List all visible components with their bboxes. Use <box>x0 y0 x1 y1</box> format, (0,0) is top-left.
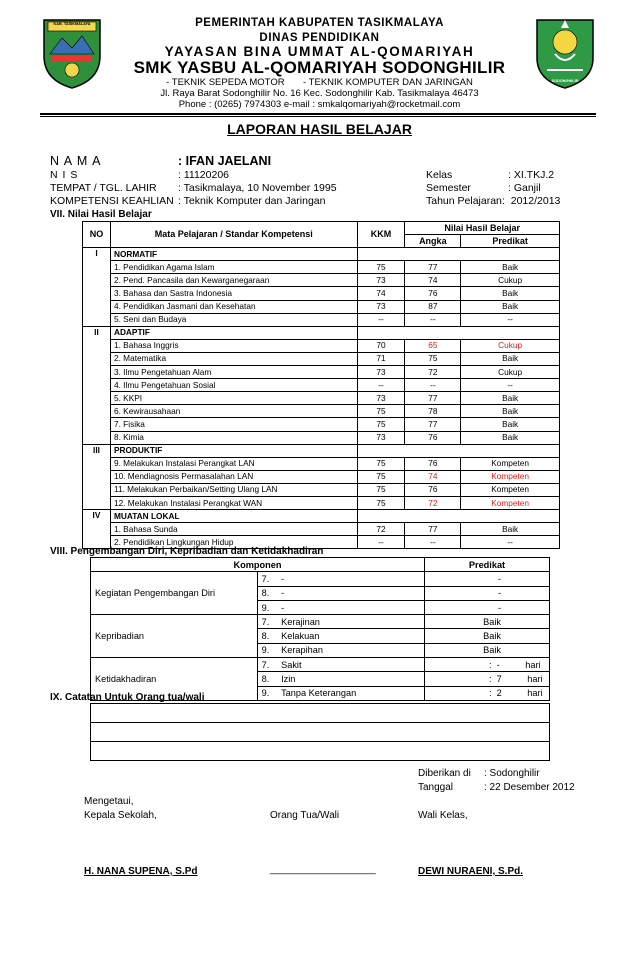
subject-cell: 5. Seni dan Budaya <box>110 313 357 326</box>
subject-cell: 9. Melakukan Instalasi Perangkat LAN <box>110 457 357 470</box>
keahlian-value: : Teknik Komputer dan Jaringan <box>178 195 326 207</box>
notes-line <box>91 704 550 723</box>
angka-cell: 76 <box>405 483 461 496</box>
group-number: III <box>83 444 111 509</box>
subject-cell: 1. Bahasa Inggris <box>110 339 357 352</box>
subject-cell: 2. Matematika <box>110 352 357 365</box>
letterhead-department: DINAS PENDIDIKAN <box>259 32 380 44</box>
kkm-cell: 75 <box>357 496 405 509</box>
name-value: : IFAN JAELANI <box>178 154 272 168</box>
table-row <box>83 405 560 418</box>
predikat-cell: Baik <box>461 405 560 418</box>
dev-group-label: Kepribadian <box>91 615 258 658</box>
tanggal-value: : 22 Desember 2012 <box>484 782 575 793</box>
angka-cell: 76 <box>405 457 461 470</box>
table-row <box>83 287 560 300</box>
table-row <box>83 483 560 496</box>
letterhead-rule-thin <box>40 116 596 117</box>
section-8-heading: VIII. Pengembangan Diri, Kepribadian dan Ketidakhadiran <box>50 546 324 557</box>
dev-item-predikat: Baik <box>425 615 550 629</box>
dev-item-name: Sakit <box>277 658 424 672</box>
kkm-cell: 73 <box>357 274 405 287</box>
angka-cell: 72 <box>405 496 461 509</box>
kkm-cell: 73 <box>357 300 405 313</box>
dev-item-name: - <box>277 572 424 586</box>
tanggal-label: Tanggal <box>418 782 454 793</box>
subject-cell: 1. Bahasa Sunda <box>110 523 357 536</box>
mengetahui-text: Mengetaui, <box>84 796 134 807</box>
dev-row <box>91 572 550 586</box>
subject-cell: 4. Ilmu Pengetahuan Sosial <box>110 379 357 392</box>
predikat-cell: Baik <box>461 418 560 431</box>
kepsek-label: Kepala Sekolah, <box>84 810 157 821</box>
ttl-label: TEMPAT / TGL. LAHIR <box>50 182 157 194</box>
kkm-cell: 71 <box>357 352 405 365</box>
subject-cell: 8. Kimia <box>110 431 357 444</box>
dev-item-number: 9. <box>257 686 277 700</box>
notes-line <box>91 742 550 761</box>
dev-group-label: Kegiatan Pengembangan Diri <box>91 572 258 615</box>
predikat-cell: Kompeten <box>461 496 560 509</box>
group-number: IV <box>83 510 111 549</box>
group-name: ADAPTIF <box>110 326 357 339</box>
letterhead-programs: - TEKNIK SEPEDA MOTOR - TEKNIK KOMPUTER DAN JARINGAN <box>166 77 473 88</box>
table-row <box>83 418 560 431</box>
letterhead-government: PEMERINTAH KABUPATEN TASIKMALAYA <box>195 17 444 29</box>
diberikan-value: : Sodonghilir <box>484 768 540 779</box>
dev-item-predikat: - <box>425 600 550 614</box>
kkm-cell: 70 <box>357 339 405 352</box>
predikat-cell: Baik <box>461 261 560 274</box>
subject-cell: 11. Melakukan Perbaikan/Setting Ulang LAN <box>110 483 357 496</box>
subject-cell: 7. Fisika <box>110 418 357 431</box>
predikat-cell: Baik <box>461 523 560 536</box>
name-label: N A M A <box>50 154 102 168</box>
kkm-cell: -- <box>357 379 405 392</box>
table-row <box>83 366 560 379</box>
dev-item-name: - <box>277 600 424 614</box>
page-title: LAPORAN HASIL BELAJAR <box>227 121 412 137</box>
angka-cell: -- <box>405 536 461 549</box>
table-row <box>83 523 560 536</box>
group-number: II <box>83 326 111 444</box>
subject-cell: 4. Pendidikan Jasmani dan Kesehatan <box>110 300 357 313</box>
subject-cell: 2. Pendidikan Lingkungan Hidup <box>110 536 357 549</box>
group-name: MUATAN LOKAL <box>110 510 357 523</box>
angka-cell: 74 <box>405 274 461 287</box>
predikat-cell: Baik <box>461 431 560 444</box>
section-7-heading: VII. Nilai Hasil Belajar <box>50 209 152 220</box>
subject-cell: 2. Pend. Pancasila dan Kewarganegaraan <box>110 274 357 287</box>
col-nilai: Nilai Hasil Belajar <box>405 222 560 235</box>
predikat-cell: Cukup <box>461 366 560 379</box>
letterhead-address: Jl. Raya Barat Sodonghilir No. 16 Kec. Sodonghilir Kab. Tasikmalaya 46473 <box>160 88 479 99</box>
kkm-cell: 75 <box>357 483 405 496</box>
table-row <box>83 261 560 274</box>
tahun-label: Tahun Pelajaran <box>426 195 502 207</box>
dev-item-number: 7. <box>257 572 277 586</box>
predikat-cell: Baik <box>461 300 560 313</box>
predikat-cell: Baik <box>461 392 560 405</box>
dev-group-label: Ketidakhadiran <box>91 658 258 701</box>
angka-cell: 76 <box>405 287 461 300</box>
group-empty-cell <box>357 510 559 523</box>
table-row <box>83 300 560 313</box>
group-empty-cell <box>357 444 559 457</box>
dev-item-number: 7. <box>257 615 277 629</box>
dev-item-number: 7. <box>257 658 277 672</box>
angka-cell: 78 <box>405 405 461 418</box>
dev-item-predikat: : - hari <box>425 658 550 672</box>
kkm-cell: 73 <box>357 431 405 444</box>
dev-row <box>91 658 550 672</box>
kkm-cell: 75 <box>357 261 405 274</box>
angka-cell: 77 <box>405 523 461 536</box>
group-row <box>83 510 560 523</box>
group-empty-cell <box>357 326 559 339</box>
ttl-value: : Tasikmalaya, 10 November 1995 <box>178 182 337 194</box>
angka-cell: 87 <box>405 300 461 313</box>
col-no: NO <box>83 222 111 248</box>
nis-value: : 11120206 <box>178 169 229 181</box>
kelas-value: : XI.TKJ.2 <box>508 169 555 181</box>
letterhead-rule <box>40 113 596 115</box>
group-row <box>83 444 560 457</box>
dev-item-number: 9. <box>257 643 277 657</box>
table-row <box>83 431 560 444</box>
dev-item-number: 8. <box>257 672 277 686</box>
predikat-cell: -- <box>461 536 560 549</box>
kkm-cell: 75 <box>357 418 405 431</box>
table-row <box>83 379 560 392</box>
development-table <box>90 557 550 701</box>
letterhead-school-name: SMK YASBU AL-QOMARIYAH SODONGHILIR <box>133 58 506 77</box>
angka-cell: 75 <box>405 352 461 365</box>
dev-item-number: 9. <box>257 600 277 614</box>
grades-table <box>82 221 560 549</box>
col-predikat: Predikat <box>461 235 560 248</box>
predikat-cell: Cukup <box>461 274 560 287</box>
diberikan-label: Diberikan di <box>418 768 471 779</box>
predikat-cell: Baik <box>461 287 560 300</box>
angka-cell: 65 <box>405 339 461 352</box>
predikat-cell: Cukup <box>461 339 560 352</box>
kkm-cell: -- <box>357 536 405 549</box>
kkm-cell: 73 <box>357 392 405 405</box>
dev-item-predikat: Baik <box>425 629 550 643</box>
letterhead-foundation: YAYASAN BINA UMMAT AL-QOMARIYAH <box>164 44 475 59</box>
dev-col-komponen: Komponen <box>91 558 425 572</box>
predikat-cell: Baik <box>461 352 560 365</box>
dev-item-name: Izin <box>277 672 424 686</box>
letterhead-contact: Phone : (0265) 7974303 e-mail : smkalqomariyah@rocketmail.com <box>178 99 461 110</box>
predikat-cell: Kompeten <box>461 483 560 496</box>
table-row <box>83 339 560 352</box>
table-row <box>83 313 560 326</box>
col-angka: Angka <box>405 235 461 248</box>
ortu-label: Orang Tua/Wali <box>270 810 340 821</box>
subject-cell: 5. KKPI <box>110 392 357 405</box>
keahlian-label: KOMPETENSI KEAHLIAN <box>50 195 174 207</box>
walikelas-name: DEWI NURAENI, S.Pd. <box>418 866 524 877</box>
angka-cell: 77 <box>405 261 461 274</box>
right-logo-text: SODONGHILIR <box>551 79 579 83</box>
group-row <box>83 248 560 261</box>
dev-item-name: Kerapihan <box>277 643 424 657</box>
group-number: I <box>83 248 111 327</box>
table-row <box>83 457 560 470</box>
dev-item-name: - <box>277 586 424 600</box>
kkm-cell: 75 <box>357 405 405 418</box>
angka-cell: 72 <box>405 366 461 379</box>
kelas-label: Kelas <box>426 169 453 181</box>
predikat-cell: Kompeten <box>461 457 560 470</box>
angka-cell: 74 <box>405 470 461 483</box>
group-row <box>83 326 560 339</box>
nis-label: N I S <box>50 169 79 181</box>
walikelas-label: Wali Kelas, <box>418 810 468 821</box>
subject-cell: 3. Bahasa dan Sastra Indonesia <box>110 287 357 300</box>
ortu-signature-line: ___________________ <box>270 864 376 875</box>
dev-item-predikat: - <box>425 586 550 600</box>
subject-cell: 10. Mendiagnosis Permasalahan LAN <box>110 470 357 483</box>
kepsek-name: H. NANA SUPENA, S.Pd <box>84 866 198 877</box>
table-row <box>83 496 560 509</box>
semester-value: : Ganjil <box>508 182 541 194</box>
dev-col-predikat: Predikat <box>425 558 550 572</box>
group-name: NORMATIF <box>110 248 357 261</box>
subject-cell: 1. Pendidikan Agama Islam <box>110 261 357 274</box>
angka-cell: -- <box>405 379 461 392</box>
subject-cell: 6. Kewirausahaan <box>110 405 357 418</box>
group-empty-cell <box>357 248 559 261</box>
kkm-cell: 75 <box>357 470 405 483</box>
dev-item-name: Kerajinan <box>277 615 424 629</box>
notes-table <box>90 703 550 761</box>
angka-cell: 77 <box>405 392 461 405</box>
dev-row <box>91 615 550 629</box>
angka-cell: 77 <box>405 418 461 431</box>
col-kkm: KKM <box>357 222 405 248</box>
dev-item-name: Kelakuan <box>277 629 424 643</box>
semester-label: Semester <box>426 182 471 194</box>
dev-item-predikat: : 7 hari <box>425 672 550 686</box>
dev-item-predikat: : 2 hari <box>425 686 550 700</box>
table-row <box>83 274 560 287</box>
group-name: PRODUKTIF <box>110 444 357 457</box>
dev-item-number: 8. <box>257 586 277 600</box>
angka-cell: -- <box>405 313 461 326</box>
left-logo-text: KAB. TASIKMALAYA <box>53 22 91 26</box>
col-subject: Mata Pelajaran / Standar Kompetensi <box>110 222 357 248</box>
notes-line <box>91 723 550 742</box>
section-9-heading: IX. Catatan Untuk Orang tua/wali <box>50 692 205 703</box>
dev-item-name: Tanpa Keterangan <box>277 686 424 700</box>
table-row <box>83 470 560 483</box>
subject-cell: 3. Ilmu Pengetahuan Alam <box>110 366 357 379</box>
table-row <box>83 352 560 365</box>
subject-cell: 12. Melakukan Instalasi Perangkat WAN <box>110 496 357 509</box>
predikat-cell: -- <box>461 379 560 392</box>
kkm-cell: 73 <box>357 366 405 379</box>
table-row <box>83 392 560 405</box>
predikat-cell: Kompeten <box>461 470 560 483</box>
dev-item-predikat: Baik <box>425 643 550 657</box>
kkm-cell: 74 <box>357 287 405 300</box>
kkm-cell: -- <box>357 313 405 326</box>
angka-cell: 76 <box>405 431 461 444</box>
dev-item-number: 8. <box>257 629 277 643</box>
predikat-cell: -- <box>461 313 560 326</box>
kkm-cell: 75 <box>357 457 405 470</box>
dev-item-predikat: - <box>425 572 550 586</box>
kkm-cell: 72 <box>357 523 405 536</box>
tahun-value: : 2012/2013 <box>502 195 561 207</box>
